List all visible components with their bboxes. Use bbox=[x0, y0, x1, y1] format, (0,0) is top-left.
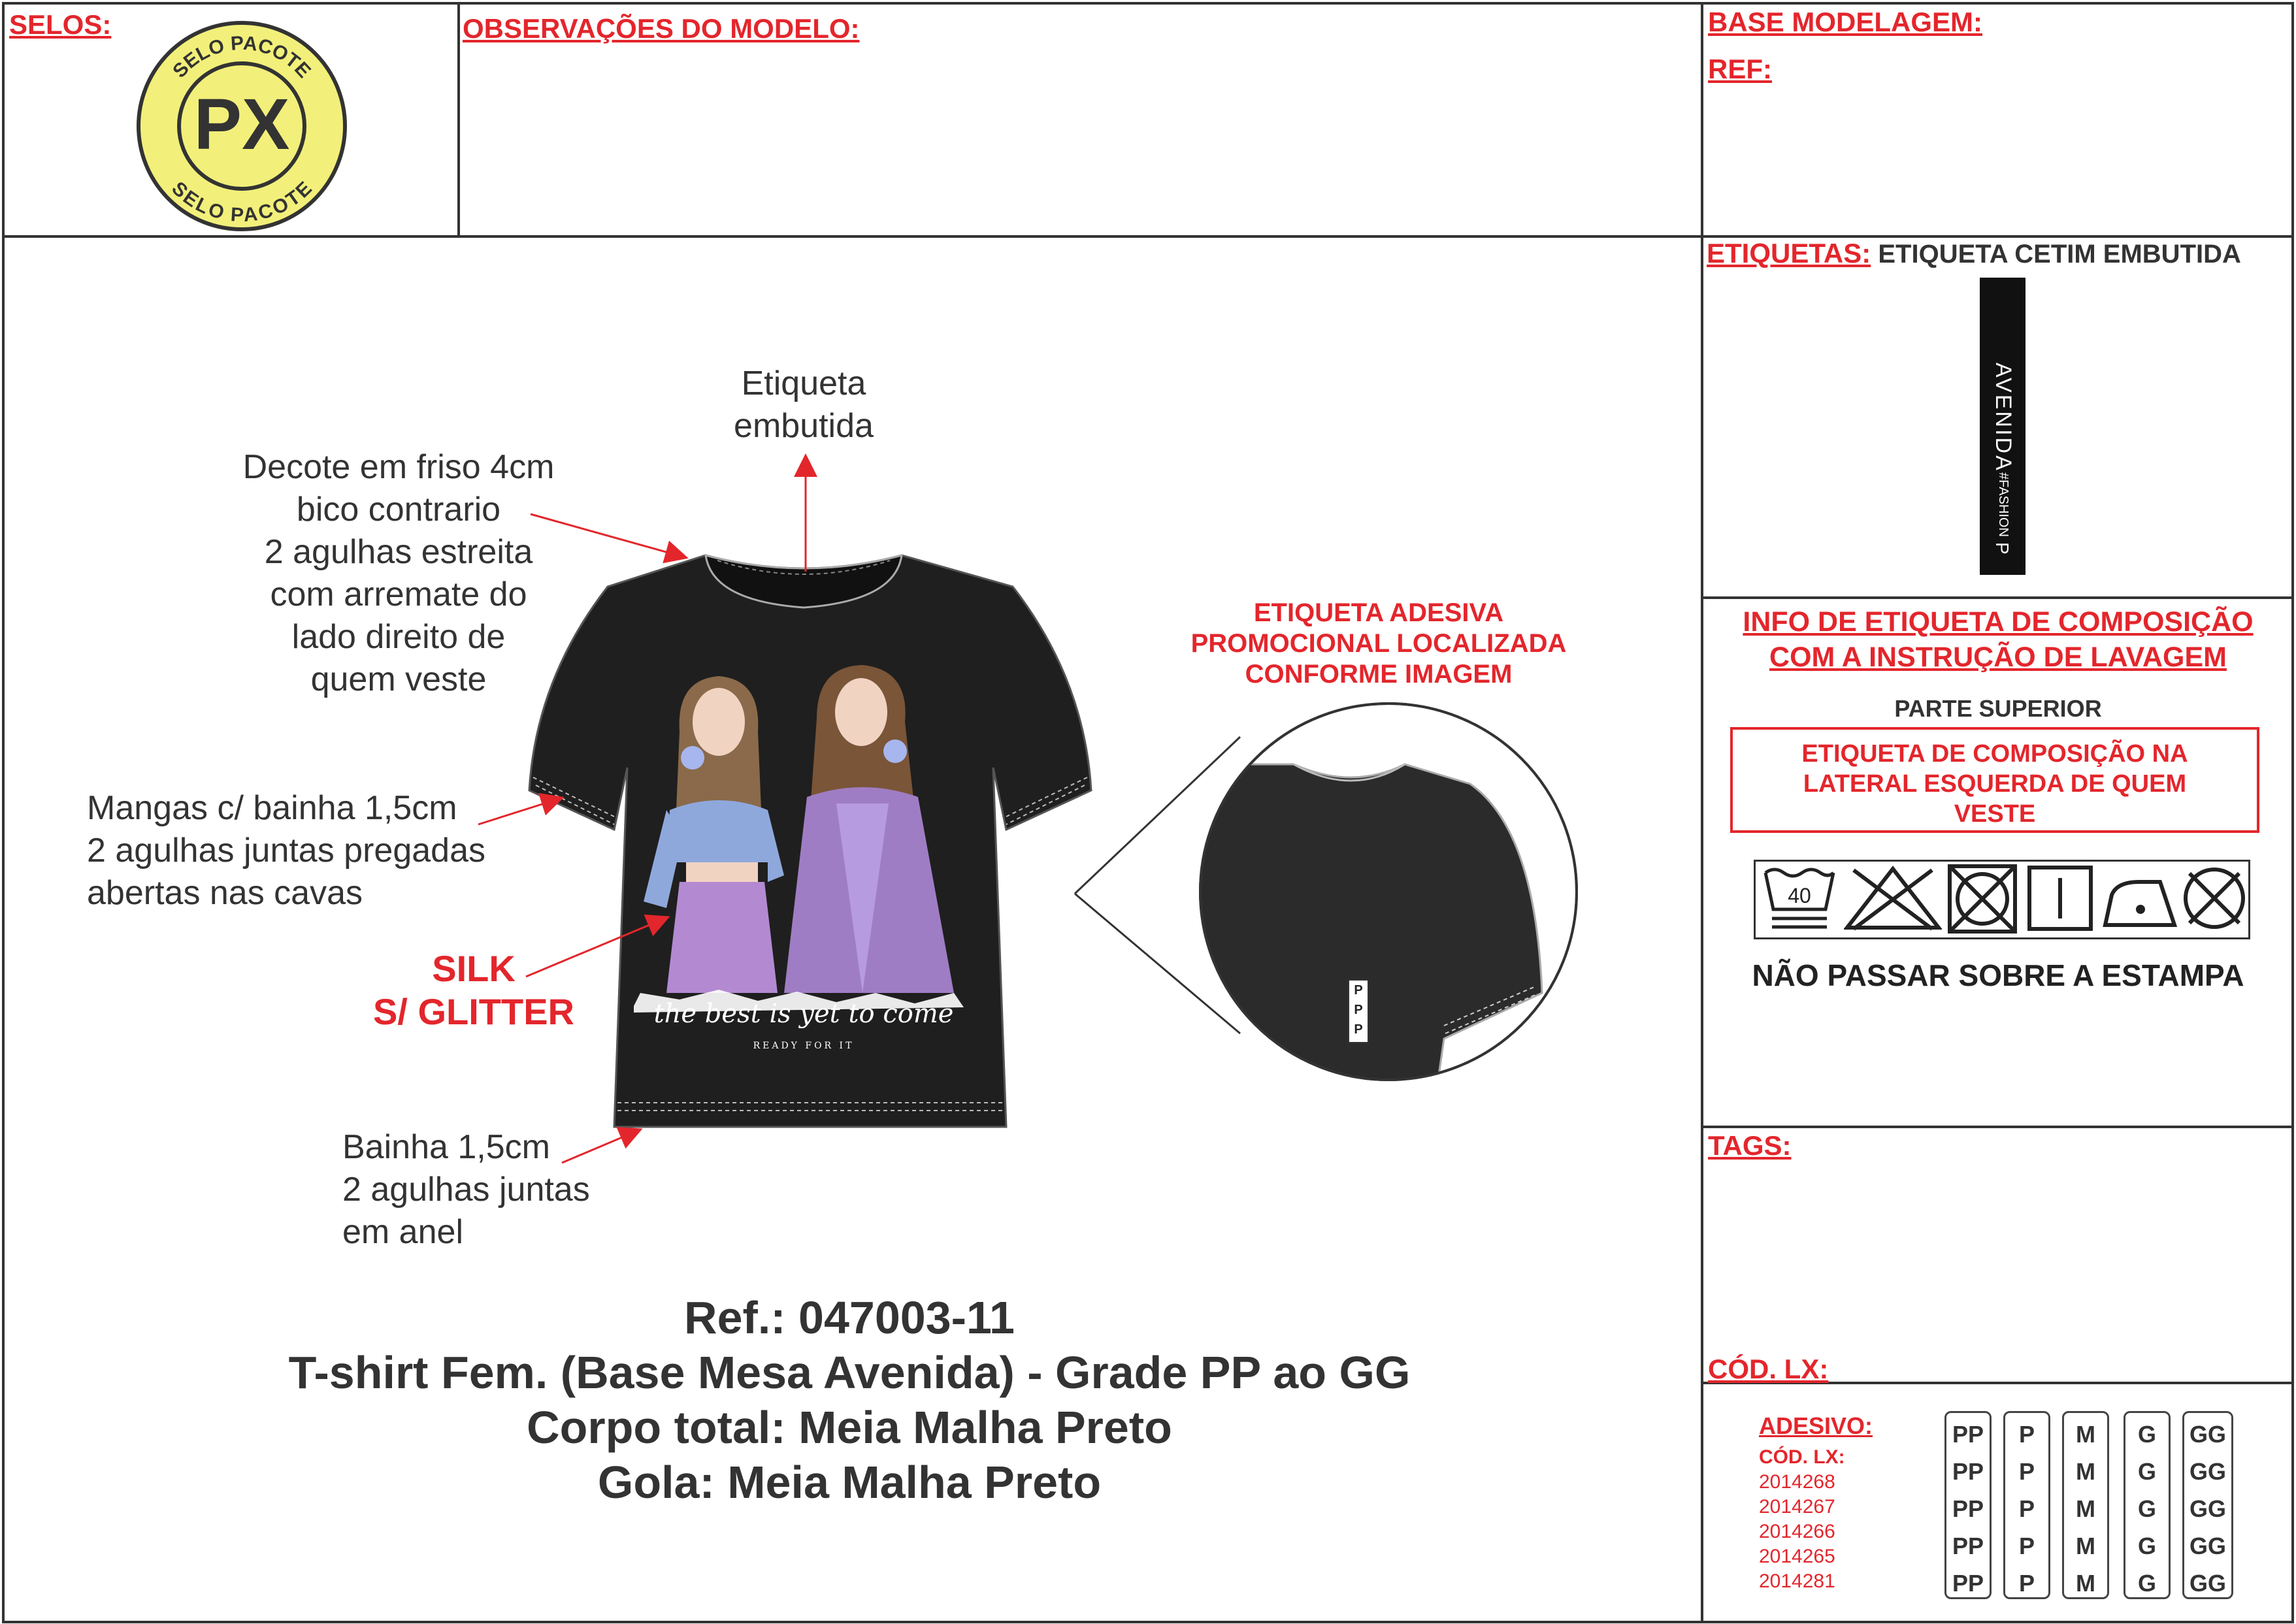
wash-40-icon bbox=[1760, 864, 1839, 935]
divider bbox=[1701, 1126, 2293, 1128]
code-item: 2014268 bbox=[1759, 1471, 1835, 1493]
size-cell: M bbox=[2076, 1458, 2095, 1485]
annotation-line: bico contrario bbox=[296, 491, 501, 528]
print-script-text: the best is yet to come bbox=[653, 999, 954, 1029]
annotation-line: CONFORME IMAGEM bbox=[1245, 660, 1513, 689]
parte-superior-label: PARTE SUPERIOR bbox=[1894, 695, 2102, 722]
annotation-line: em anel bbox=[342, 1213, 463, 1251]
annotation-line: lado direito de bbox=[291, 618, 506, 656]
size-cell: P bbox=[2018, 1533, 2035, 1559]
code-item: 2014265 bbox=[1759, 1546, 1835, 1567]
size-cell: GG bbox=[2189, 1421, 2226, 1448]
size-cell: G bbox=[2137, 1421, 2156, 1448]
size-cell: PP bbox=[1952, 1458, 1984, 1485]
annotation-line: quem veste bbox=[310, 660, 487, 698]
annotation-line: PROMOCIONAL LOCALIZADA bbox=[1190, 629, 1567, 658]
composicao-box-line2: LATERAL ESQUERDA DE QUEM bbox=[1803, 770, 2187, 798]
etiquetas-label: ETIQUETAS: bbox=[1707, 238, 1871, 268]
divider bbox=[1701, 596, 2293, 599]
annotation-line: Bainha 1,5cm bbox=[342, 1128, 550, 1166]
codes-label: CÓD. LX: bbox=[1759, 1446, 1845, 1468]
composicao-title-line2: COM A INSTRUÇÃO DE LAVAGEM bbox=[1769, 641, 2227, 673]
seal-top-text: SELO PACOTE bbox=[169, 32, 315, 82]
product-gola: Gola: Meia Malha Preto bbox=[597, 1457, 1102, 1508]
size-cell: M bbox=[2076, 1570, 2095, 1597]
size-cell: G bbox=[2137, 1495, 2156, 1522]
print-sub-text: READY FOR IT bbox=[753, 1041, 855, 1051]
detail-zoom-circle bbox=[1196, 699, 1581, 1084]
selos-label: SELOS: bbox=[9, 9, 112, 40]
product-name: T-shirt Fem. (Base Mesa Avenida) - Grade PP ao GG bbox=[288, 1347, 1411, 1398]
size-cell: P bbox=[2018, 1458, 2035, 1485]
annotation-line: abertas nas cavas bbox=[87, 874, 363, 912]
detail-tag-letter: P bbox=[1354, 1003, 1363, 1017]
tag-brand-text: AVENIDA bbox=[1991, 363, 2016, 472]
annotation-line: 2 agulhas estreita bbox=[264, 533, 533, 571]
no-bleach-icon bbox=[1844, 864, 1942, 935]
adesivo-label: ADESIVO: bbox=[1759, 1412, 1873, 1439]
satin-label-tag bbox=[1980, 278, 2025, 575]
size-column-g bbox=[2124, 1411, 2171, 1599]
annotation-line: 2 agulhas juntas bbox=[342, 1171, 590, 1209]
composicao-box-line1: ETIQUETA DE COMPOSIÇÃO NA bbox=[1801, 740, 2188, 768]
seal-bottom-text: SELO PACOTE bbox=[167, 177, 316, 227]
annotation-line: Decote em friso 4cm bbox=[242, 448, 555, 486]
size-cell: PP bbox=[1952, 1495, 1984, 1522]
annotation-line: 2 agulhas juntas pregadas bbox=[87, 832, 486, 869]
size-cell: M bbox=[2076, 1495, 2095, 1522]
annotation-line: embutida bbox=[734, 407, 874, 445]
line-dry-icon bbox=[2025, 864, 2095, 933]
size-cell: GG bbox=[2189, 1495, 2226, 1522]
size-column-pp bbox=[1944, 1411, 1992, 1599]
observacoes-label: OBSERVAÇÕES DO MODELO: bbox=[463, 13, 860, 44]
care-warning: NÃO PASSAR SOBRE A ESTAMPA bbox=[1752, 958, 2244, 992]
annotation-line: Etiqueta bbox=[741, 365, 866, 402]
size-cell: P bbox=[2018, 1495, 2035, 1522]
tags-label: TAGS: bbox=[1708, 1130, 1792, 1161]
tag-sub-text: #FASHION bbox=[1996, 472, 2010, 537]
size-cell: M bbox=[2076, 1421, 2095, 1448]
cod-lx-label: CÓD. LX: bbox=[1708, 1354, 1829, 1384]
size-cell: P bbox=[2018, 1570, 2035, 1597]
size-cell: GG bbox=[2189, 1533, 2226, 1559]
size-cell: PP bbox=[1952, 1533, 1984, 1559]
product-info bbox=[150, 1290, 1549, 1510]
product-ref: Ref.: 047003-11 bbox=[684, 1292, 1015, 1343]
ref-label: REF: bbox=[1708, 54, 1772, 84]
size-cell: GG bbox=[2189, 1458, 2226, 1485]
annotation-line: SILK bbox=[432, 948, 516, 989]
composicao-box bbox=[1730, 727, 2259, 833]
composicao-title-line1: INFO DE ETIQUETA DE COMPOSIÇÃO bbox=[1743, 606, 2254, 638]
size-cell: PP bbox=[1952, 1421, 1984, 1448]
size-cell: G bbox=[2137, 1533, 2156, 1559]
base-modelagem-label: BASE MODELAGEM: bbox=[1708, 7, 1982, 37]
composicao-box-line3: VESTE bbox=[1954, 800, 2036, 828]
divider bbox=[1701, 2, 1703, 1621]
annotation-line: S/ GLITTER bbox=[373, 991, 574, 1032]
size-cell: G bbox=[2137, 1570, 2156, 1597]
wash-temp-text: 40 bbox=[1788, 884, 1811, 907]
size-column-m bbox=[2062, 1411, 2109, 1599]
annotation-line: com arremate do bbox=[270, 576, 527, 613]
code-list bbox=[1759, 1470, 1835, 1594]
size-column-gg bbox=[2182, 1411, 2233, 1599]
iron-low-icon bbox=[2100, 869, 2178, 934]
code-item: 2014281 bbox=[1759, 1570, 1835, 1592]
detail-tag-letter: P bbox=[1354, 1022, 1363, 1037]
size-cell: GG bbox=[2189, 1570, 2226, 1597]
size-cell: G bbox=[2137, 1458, 2156, 1485]
size-cell: M bbox=[2076, 1533, 2095, 1559]
etiquetas-value: ETIQUETA CETIM EMBUTIDA bbox=[1878, 240, 2241, 268]
no-tumble-dry-icon bbox=[1946, 862, 2019, 935]
code-item: 2014267 bbox=[1759, 1496, 1835, 1518]
composicao-title bbox=[1704, 604, 2292, 675]
size-cell: PP bbox=[1952, 1570, 1984, 1597]
etiquetas-row bbox=[1707, 238, 2241, 269]
size-column-p bbox=[2003, 1411, 2050, 1599]
annotation-line: Mangas c/ bainha 1,5cm bbox=[87, 789, 457, 827]
code-item: 2014266 bbox=[1759, 1521, 1835, 1542]
tag-size-text: P bbox=[1992, 542, 2012, 555]
annotation-line: ETIQUETA ADESIVA bbox=[1253, 598, 1504, 627]
product-corpo: Corpo total: Meia Malha Preto bbox=[527, 1402, 1172, 1453]
detail-tag-letter: P bbox=[1354, 983, 1363, 998]
size-cell: P bbox=[2018, 1421, 2035, 1448]
seal-center-text: PX bbox=[193, 84, 290, 165]
no-dry-clean-icon bbox=[2180, 864, 2249, 933]
